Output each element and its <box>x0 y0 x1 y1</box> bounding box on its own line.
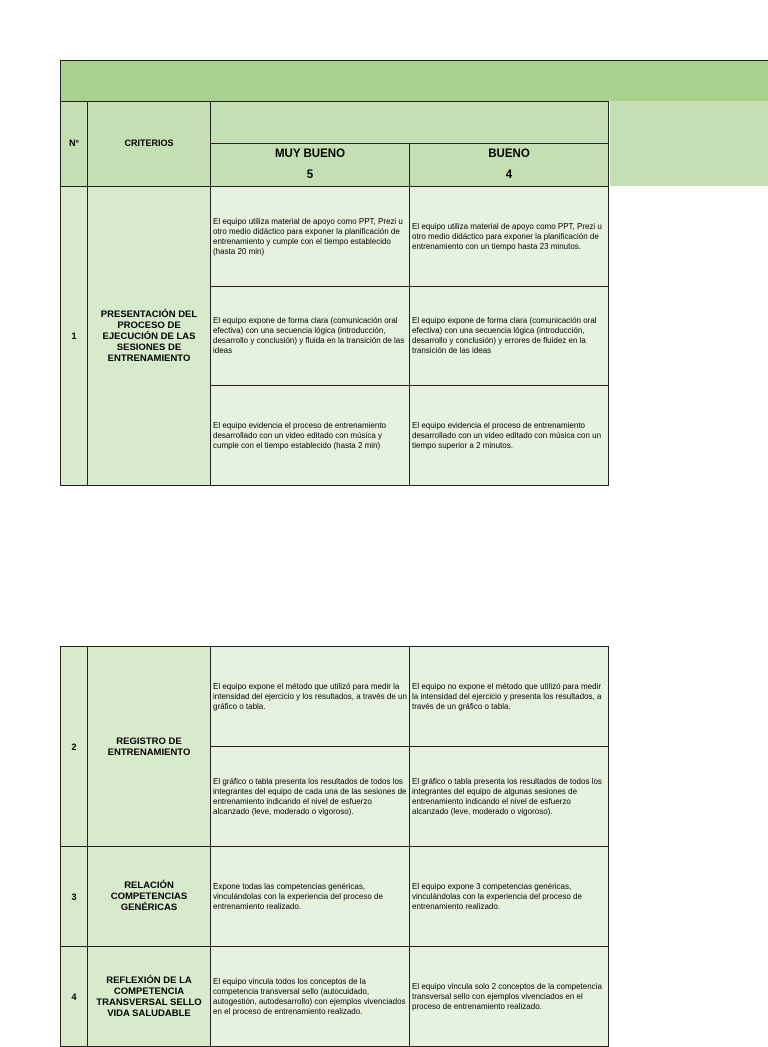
criterion-name: REGISTRO DE ENTRENAMIENTO <box>88 647 211 847</box>
header-band-extension <box>610 101 768 186</box>
descriptor-muy-bueno: El gráfico o tabla presenta los resultados de todos los integrantes del equipo de cada una de las sesiones de entrenamiento indicando el nivel de esfuerzo alcanzado (leve, moderado o vigoroso). <box>211 747 410 847</box>
title-band <box>60 60 768 101</box>
criterion-name: REFLEXIÓN DE LA COMPETENCIA TRANSVERSAL SELLO VIDA SALUDABLE <box>88 947 211 1047</box>
rubric-table-top <box>60 101 609 486</box>
number-header: N° <box>61 102 88 187</box>
criterion-name: PRESENTACIÓN DEL PROCESO DE EJECUCIÓN DE LAS SESIONES DE ENTRENAMIENTO <box>88 187 211 486</box>
criterion-number: 2 <box>61 647 88 847</box>
table-row <box>61 847 609 947</box>
descriptor-muy-bueno: El equipo utiliza material de apoyo como PPT, Prezi u otro medio didáctico para exponer la planificación de entrenamiento y cumple con el tiempo establecido (hasta 20 min) <box>211 187 410 287</box>
level-muy-bueno <box>211 144 410 187</box>
level-score: 5 <box>306 169 314 181</box>
table-row <box>61 647 609 747</box>
criterion-number: 4 <box>61 947 88 1047</box>
table-row <box>61 187 609 287</box>
descriptor-muy-bueno: El equipo vincula todos los conceptos de la competencia transversal sello (autocuidado, autogestión, autodesarrollo) con ejemplos vivenciados en el proceso de entrenamiento realizado. <box>211 947 410 1047</box>
descriptor-bueno: El equipo evidencia el proceso de entrenamiento desarrollado con un video editado con música con un tiempo superior a 2 minutos. <box>410 386 609 486</box>
descriptor-bueno: El equipo utiliza material de apoyo como PPT, Prezi u otro medio didáctico para exponer la planificación de entrenamiento con un tiempo hasta 23 minutos. <box>410 187 609 287</box>
descriptor-bueno: El gráfico o tabla presenta los resultados de todos los integrantes del equipo de algunas sesiones de entrenamiento indicando el nivel de esfuerzo alcanzado (leve, moderado o vigoroso). <box>410 747 609 847</box>
descriptor-muy-bueno: El equipo expone el método que utilizó para medir la intensidad del ejercicio y los resultados, a través de un gráfico o tabla. <box>211 647 410 747</box>
level-bueno <box>410 144 609 187</box>
level-label: MUY BUENO <box>274 148 346 160</box>
criterion-number: 1 <box>61 187 88 486</box>
rubric-table-bottom <box>60 646 609 1047</box>
descriptor-bueno: El equipo vincula solo 2 conceptos de la competencia transversal sello con ejemplos vivenciados en el proceso de entrenamiento realizado. <box>410 947 609 1047</box>
level-score: 4 <box>505 169 513 181</box>
descriptor-bueno: El equipo expone 3 competencias genéricas, vinculándolas con la experiencia del proceso de entrenamiento realizado. <box>410 847 609 947</box>
levels-header <box>211 102 609 144</box>
criterion-number: 3 <box>61 847 88 947</box>
descriptor-muy-bueno: El equipo evidencia el proceso de entrenamiento desarrollado con un video editado con música y cumple con el tiempo establecido (hasta 2 min) <box>211 386 410 486</box>
table-row <box>61 947 609 1047</box>
descriptor-muy-bueno: Expone todas las competencias genéricas, vinculándolas con la experiencia del proceso de entrenamiento realizado. <box>211 847 410 947</box>
descriptor-muy-bueno: El equipo expone de forma clara (comunicación oral efectiva) con una secuencia lógica (introducción, desarrollo y conclusión) y fluida en la transición de las ideas <box>211 287 410 386</box>
level-label: BUENO <box>488 148 530 160</box>
criteria-header: CRITERIOS <box>88 102 211 187</box>
criterion-name: RELACIÓN COMPETENCIAS GENÉRICAS <box>88 847 211 947</box>
descriptor-bueno: El equipo expone de forma clara (comunicación oral efectiva) con una secuencia lógica (introducción, desarrollo y conclusión) y errores de fluidez en la transición de las ideas <box>410 287 609 386</box>
descriptor-bueno: El equipo no expone el método que utilizó para medir la intensidad del ejercicio y presenta los resultados, a través de un gráfico o tabla. <box>410 647 609 747</box>
